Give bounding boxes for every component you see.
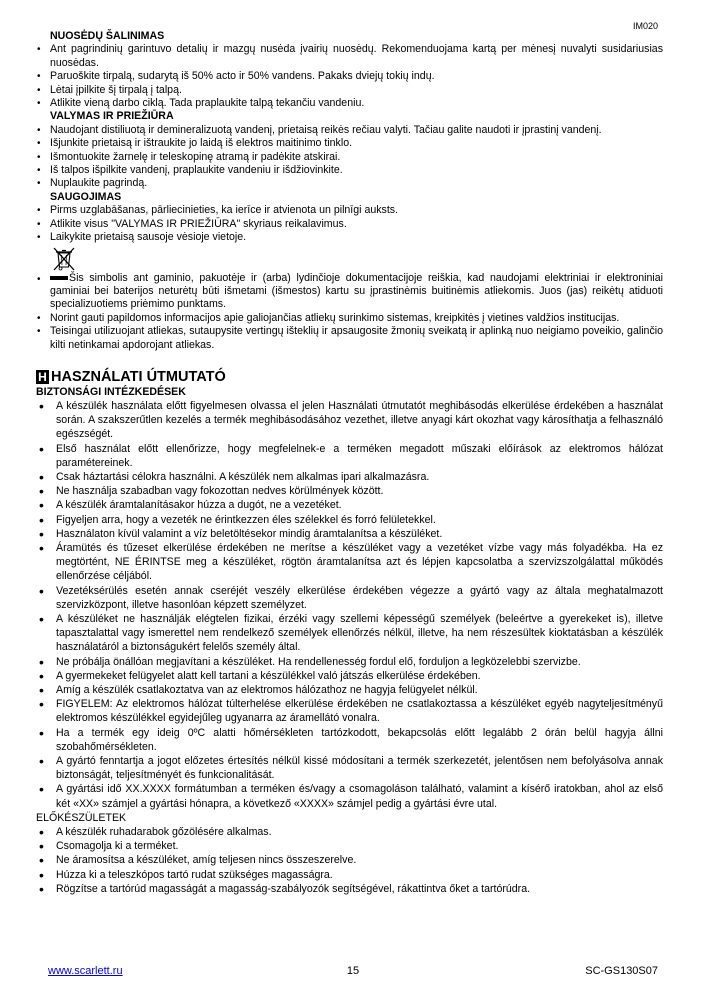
bin-underline-bar <box>50 276 68 280</box>
list-item: • Pirms uzglabāšanas, pārliecinieties, ka ierīce ir atvienota un pilnīgi auksts. <box>36 204 663 217</box>
list-item: • Nuplaukite pagrindą. <box>36 177 663 190</box>
list-item: • A készüléket ne használják elégtelen fizikai, érzéki vagy szellemi képességű személyek (beleértve a gyerekeket is), illetve tapasztalattal vagy ismerettel nem rendelkező személyek ellenőrzés nélkül, illetve, ha nem részesültek kioktatásban a készülék használatáról a biztonságukért felelős személy által. <box>36 612 663 655</box>
list-item: • Első használat előtt ellenőrizze, hogy megfelelnek-e a terméken megadott műszaki előírások az elektromos hálózat paramétereinek. <box>36 442 663 470</box>
section-title-safety: BIZTONSÁGI INTÉZKEDÉSEK <box>36 385 186 398</box>
list-item: • Húzza ki a teleszkópos tartó rudat szükséges magasságra. <box>36 868 663 882</box>
section-title-storage: SAUGOJIMAS <box>50 190 122 203</box>
list-cleaning <box>36 124 663 191</box>
list-item: • Paruoškite tirpalą, sudarytą iš 50% acto ir 50% vandens. Pakaks dviejų tokių indų. <box>36 70 663 83</box>
list-item: • FIGYELEM: Az elektromos hálózat túlterhelése elkerülése érdekében ne csatlakoztassa a készüléket egyéb nagyteljesítményű elektromos készülékkel egyidejűleg ugyanarra az áramellátó vonalra. <box>36 697 663 725</box>
list-storage <box>36 204 663 244</box>
list-item: • A gyártási idő XX.XXXX formátumban a terméken és/vagy a csomagoláson található, valamint a kísérő iratokban, ahol az első két «XX» számjel a gyártási hónapra, a következő «XXXX» számjel pedig a gyártási évre utal. <box>36 782 663 810</box>
list-item: • Ne áramosítsa a készüléket, amíg teljesen nincs összeszerelve. <box>36 853 663 867</box>
list-item: • Naudojant distiliuotą ir demineralizuotą vandenį, prietaisą reikės rečiau valyti. Tačiau galite naudoti ir įprastinį vandenį. <box>36 124 663 137</box>
list-item: • Išjunkite prietaisą ir ištraukite jo laidą iš elektros maitinimo tinklo. <box>36 137 663 150</box>
list-item: • Amíg a készülék csatlakoztatva van az elektromos hálózathoz ne hagyja felügyelet nélkül. <box>36 683 663 697</box>
section-title-cleaning: VALYMAS IR PRIEŽIŪRA <box>50 110 174 123</box>
list-item: • Laikykite prietaisą sausoje vėsioje vietoje. <box>36 231 663 244</box>
list-sediment <box>36 43 663 110</box>
list-item: • Ne használja szabadban vagy fokozottan nedves körülmények között. <box>36 484 663 498</box>
list-item: • Vezetéksérülés esetén annak cseréjét veszély elkerülése érdekében végezze a gyártó vagy az általa meghatalmazott szervizközpont, illetve hasonlóan képzett személyzet. <box>36 584 663 612</box>
list-item: • Ne próbálja önállóan megjavítani a készüléket. Ha rendellenesség fordul elő, forduljon a legközelebbi szervizbe. <box>36 655 663 669</box>
list-item: • Csak háztartási célokra használni. A készülék nem alkalmas ipari alkalmazásra. <box>36 470 663 484</box>
product-code: SC-GS130S07 <box>585 965 658 977</box>
website-link[interactable]: www.scarlett.ru <box>48 965 123 977</box>
list-preparation <box>36 825 663 896</box>
section-title-sediment: NUOSĖDŲ ŠALINIMAS <box>50 30 165 42</box>
weee-text: Šis simbolis ant gaminio, pakuotėje ir (arba) lydinčioje dokumentacijoje reiškia, kad naudojami elektriniai ir elektroniniai gaminiai bei baterijos neturėtų būti išmetami (išmestos) kartu su įprastinėmis buitinėmis atliekomis. Juos (jas) reikėtų atiduoti specializuotiems priėmimo punktams. <box>50 271 663 311</box>
list-item: • A készülék használata előtt figyelmesen olvassa el jelen Használati útmutatót meghibásodás elkerülése érdekében a használat során. A szakszerűtlen kezelés a termék meghibásodásához vezethet, illetve anyagi kárt okozhat vagy károsíthatja a felhasználó egészségét. <box>36 399 663 442</box>
page-footer <box>48 965 658 979</box>
list-item: • Rögzítse a tartórúd magasságát a magasság-szabályozók segítségével, rákattintva őket a tartórúdra. <box>36 882 663 896</box>
list-item: • Iš talpos išpilkite vandenį, praplaukite vandeniu ir išdžiovinkite. <box>36 164 663 177</box>
list-item: • Atlikite vieną darbo ciklą. Tada praplaukite talpą tekančiu vandeniu. <box>36 97 663 110</box>
list-item: • A készülék ruhadarabok gőzölésére alkalmas. <box>36 825 663 839</box>
list-item: • Atlikite visus "VALYMAS IR PRIEŽIŪRA" skyriaus reikalavimus. <box>36 218 663 231</box>
list-item: • Teisingai utilizuojant atliekas, sutaupysite vertingų išteklių ir apsaugosite žmonių sveikatą ir aplinką nuo neigiamo poveikio, galinčio kilti netinkamai apdorojant atliekas. <box>36 325 663 352</box>
list-item: • Norint gauti papildomos informacijos apie galiojančias atliekų surinkimo sistemas, kreipkitės į vietines valdžios institucijas. <box>36 312 663 325</box>
list-item: • Išmontuokite žarnelę ir teleskopinę atramą ir padėkite atskirai. <box>36 151 663 164</box>
list-item: • Áramütés és tűzeset elkerülése érdekében ne merítse a készüléket vagy a vezetéket vízbe vagy más folyadékba. Ha ez megtörtént, NE ÉRINTSE meg a készüléket, rögtön áramtalanítsa azt és lépjen kapcsolatba a szervizszolgálattal működés ellenőrzése céljából. <box>36 541 663 584</box>
list-safety <box>36 399 663 811</box>
list-item: • Lėtai įpilkite šį tirpalą į talpą. <box>36 84 663 97</box>
crossed-bin-icon <box>50 246 78 272</box>
model-code: IM020 <box>632 21 658 31</box>
list-recycling <box>36 312 663 352</box>
list-item: • Ha a termék egy ideig 0ºC alatti hőmérsékleten tartózkodott, bekapcsolás előtt legalább 2 órán belül hagyja állni szobahőmérsékleten. <box>36 726 663 754</box>
list-item: • Ant pagrindinių garintuvo detalių ir mazgų nusėda įvairių nuosėdų. Rekomenduojama kartą per mėnesį nuvalyti susidariusias nuosėdas. <box>36 43 663 70</box>
list-item: • A gyermekeket felügyelet alatt kell tartani a készülékkel való játszás elkerülése érdekében. <box>36 669 663 683</box>
list-item: • Figyeljen arra, hogy a vezeték ne érintkezzen éles szélekkel és forró felületekkel. <box>36 513 663 527</box>
page-title: HASZNÁLATI ÚTMUTATÓ <box>51 368 226 385</box>
hungarian-section-title <box>36 369 663 385</box>
list-item: • Csomagolja ki a terméket. <box>36 839 663 853</box>
list-item: • A készülék áramtalanításakor húzza a dugót, ne a vezetéket. <box>36 498 663 512</box>
section-title-preparation: ELŐKÉSZÜLETEK <box>36 811 127 824</box>
page-number: 15 <box>346 965 360 977</box>
list-item: • A gyártó fenntartja a jogot előzetes értesítés nélkül kissé módosítani a termék szerkezetét, jelentősen nem befolyásolva annak biztonságát, teljesítményét és funkcionalitását. <box>36 754 663 782</box>
language-badge-icon: H <box>36 370 49 384</box>
list-item: • Használaton kívül valamint a víz beletöltésekor mindig áramtalanítsa a készüléket. <box>36 527 663 541</box>
page-content <box>36 30 663 896</box>
weee-notice: • Šis simbolis ant gaminio, pakuotėje ir (arba) lydinčioje dokumentacijoje reiškia, kad naudojami elektriniai ir elektroniniai gaminiai bei baterijos neturėtų būti išmetami (išmestos) kartu su įprastinėmis buitinėmis atliekomis. Juos (jas) reikėtų atiduoti specializuotiems priėmimo punktams. <box>36 246 663 312</box>
